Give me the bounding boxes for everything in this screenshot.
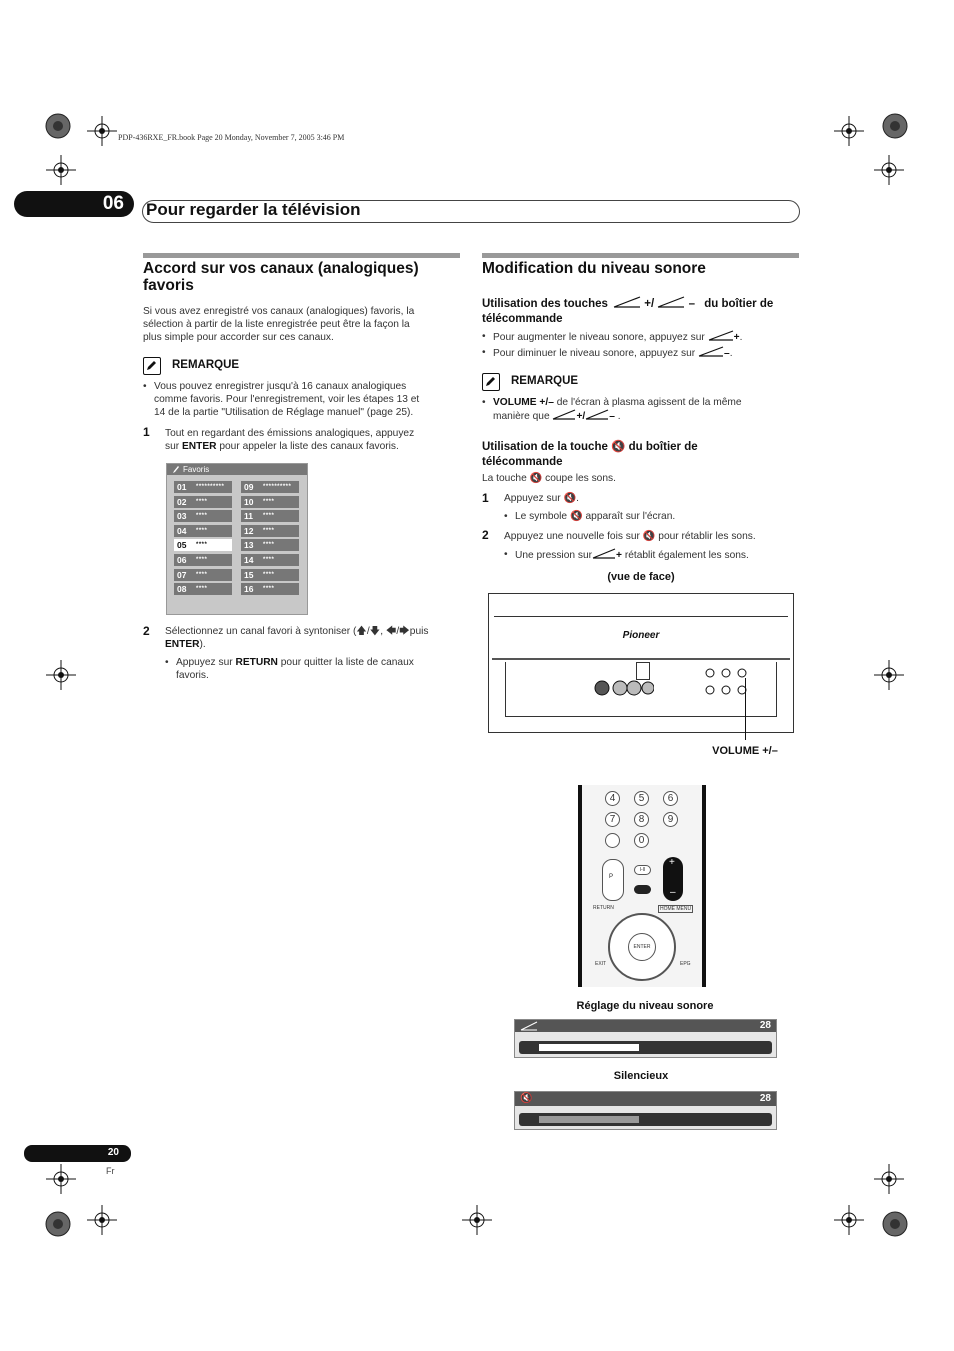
channel-number: 07 — [177, 569, 187, 580]
page-number: 20 — [24, 1145, 131, 1162]
sub1-post: du boîtier de — [704, 298, 774, 310]
pencil-icon — [172, 465, 180, 474]
section-rule-left — [143, 253, 460, 258]
s2-bullet-pre: Une pression sur — [515, 550, 593, 561]
note-bullet: • Vous pouvez enregistrer jusqu'à 16 canaux analogiques comme favoris. Pour l'enregistrement, voir les étapes 13 et 14 de la partie "Utilisation de Réglage manuel" (page 25). — [143, 380, 463, 419]
language-code: Fr — [106, 1166, 115, 1176]
note-line: Vous pouvez enregistrer jusqu'à 16 canaux analogiques — [154, 381, 407, 392]
subheading-volume-keys — [482, 296, 802, 327]
return-key-label: RETURN — [235, 657, 278, 668]
s1-bullet-pre: Le symbole — [515, 511, 568, 522]
favorites-row[interactable] — [241, 525, 299, 537]
channel-name: **** — [196, 542, 208, 549]
file-header: PDP-436RXE_FR.book Page 20 Monday, November 7, 2005 3:46 PM — [118, 133, 345, 142]
favorites-header — [167, 464, 307, 475]
step-2-end: ). — [199, 639, 206, 650]
osd-volume-caption: Réglage du niveau sonore — [576, 1000, 714, 1012]
favorites-row[interactable] — [241, 569, 299, 581]
s2-post: pour rétablir les sons. — [658, 531, 756, 542]
step-2-text — [165, 625, 465, 651]
channel-name: **** — [263, 557, 275, 563]
channel-number: 05 — [177, 540, 187, 551]
channel-name: **** — [196, 571, 208, 578]
channel-number: 09 — [244, 482, 254, 492]
volume-icon — [552, 409, 576, 420]
note-pencil-icon — [143, 357, 161, 375]
note-label: REMARQUE — [172, 359, 240, 371]
bullet-1-text: Pour augmenter le niveau sonore, appuyez sur — [493, 332, 705, 343]
channel-name: ********** — [196, 484, 225, 490]
note-label: REMARQUE — [511, 375, 579, 387]
remote-key-8: 8 — [634, 812, 649, 827]
channel-name: **** — [196, 513, 208, 520]
step-1-text — [165, 427, 465, 453]
mute-icon: 🔇 — [569, 511, 583, 522]
favorites-row[interactable] — [241, 510, 299, 522]
volume-icon — [657, 296, 685, 308]
favorites-row[interactable] — [174, 510, 232, 522]
favorites-row[interactable] — [174, 496, 232, 508]
end-dot: . — [729, 348, 733, 359]
p-label: P — [609, 874, 614, 880]
enter-key: ENTER — [628, 933, 656, 961]
plus-symbol: + — [616, 550, 622, 561]
osd-mute-fill — [539, 1116, 639, 1123]
mute-key — [634, 885, 651, 894]
crosshair-icon — [874, 660, 904, 690]
crosshair-icon — [834, 116, 864, 146]
mute-step-1 — [504, 492, 579, 505]
osd-mute-bar — [514, 1091, 777, 1130]
section-title-right: Modification du niveau sonore — [482, 260, 706, 277]
osd-volume-value: 28 — [759, 1020, 771, 1031]
volume-minus: – — [670, 887, 676, 898]
favorites-row[interactable] — [174, 583, 232, 595]
bullet-line-2: favoris. — [176, 670, 209, 681]
end-dot: . — [739, 332, 743, 343]
step-1-number: 1 — [143, 425, 150, 439]
favorites-row[interactable] — [241, 583, 299, 595]
mute-description — [482, 472, 616, 485]
remote-control-illustration — [578, 785, 706, 987]
favorites-row[interactable] — [174, 525, 232, 537]
minus-symbol: – — [724, 348, 730, 359]
note-line: comme favoris. Pour l'enregistrement, voir les étapes 13 et — [154, 394, 420, 405]
sub1-plus: +/ — [644, 298, 655, 310]
mute-icon: 🔇 — [520, 1093, 533, 1104]
bullet-2-text: Pour diminuer le niveau sonore, appuyez sur — [493, 348, 696, 359]
channel-number: 04 — [177, 525, 187, 536]
channel-name: ********** — [263, 484, 292, 490]
channel-number: 13 — [244, 540, 254, 551]
channel-number: 15 — [244, 569, 254, 580]
favorites-title: Favoris — [183, 465, 210, 474]
channel-name: **** — [263, 513, 275, 520]
note-line: 14 de la partie "Utilisation de Réglage manuel" (page 25). — [154, 407, 414, 418]
channel-name: **** — [263, 571, 275, 578]
crosshair-icon — [46, 660, 76, 690]
mute-icon: 🔇 — [529, 473, 543, 484]
channel-rocker — [602, 859, 624, 901]
chapter-title: Pour regarder la télévision — [146, 200, 361, 219]
volume-icon — [698, 346, 724, 357]
exit-label: EXIT — [595, 961, 607, 967]
remote-key-4: 4 — [605, 791, 620, 806]
mute-icon: 🔇 — [563, 493, 577, 504]
volume-rocker — [663, 857, 683, 901]
osd-volume-bar — [514, 1019, 777, 1058]
favorites-row[interactable] — [241, 496, 299, 508]
favorites-panel — [166, 463, 308, 615]
intro-line: sélection à partir de la liste enregistrée peut être la façon la — [143, 319, 410, 330]
step-2-number: 2 — [143, 624, 150, 638]
sub2-line-2: télécommande — [482, 456, 563, 468]
channel-number: 06 — [177, 555, 187, 565]
sub1-line-2: télécommande — [482, 313, 563, 325]
enter-key-label: ENTER — [165, 639, 200, 650]
channel-name: **** — [263, 527, 275, 534]
arrow-left-icon: 🡄 — [385, 626, 397, 637]
mute-icon: 🔇 — [642, 531, 656, 542]
minus-symbol: – — [609, 411, 615, 422]
bullet-pre: Appuyez sur — [176, 657, 236, 668]
registration-mark-bottom-left — [44, 1210, 72, 1238]
crosshair-icon — [87, 1205, 117, 1235]
return-label: RETURN — [593, 905, 614, 911]
favorites-row[interactable] — [174, 554, 232, 566]
intro-line: plus simple pour accorder sur ces canaux. — [143, 332, 334, 343]
arrow-right-icon: 🡆 — [399, 626, 410, 637]
av-input-jacks — [594, 678, 654, 702]
s1-bullet-post: apparaît sur l'écran. — [585, 511, 676, 522]
epg-label: EPG — [680, 961, 691, 967]
intro-paragraph — [143, 305, 463, 344]
plus-symbol: +/ — [576, 411, 586, 422]
mute-step-1-bullet: • Le symbole 🔇 apparaît sur l'écran. — [504, 511, 676, 522]
volume-label: VOLUME +/– — [712, 745, 778, 757]
desc-post: coupe les sons. — [545, 473, 616, 484]
subheading-mute-key — [482, 440, 802, 470]
s1-pre: Appuyez sur — [504, 493, 561, 504]
step-1-line: Tout en regardant des émissions analogiques, appuyez — [165, 428, 415, 439]
favorites-row[interactable] — [241, 554, 299, 566]
sub2-pre: Utilisation de la touche — [482, 441, 608, 453]
channel-name: **** — [263, 498, 275, 505]
crosshair-icon — [874, 1164, 904, 1194]
remote-key-5: 5 — [634, 791, 649, 806]
home-menu-label: HOME MENU — [660, 906, 692, 912]
channel-name: **** — [263, 542, 275, 549]
osd-mute-track — [519, 1113, 772, 1126]
channel-name: **** — [196, 527, 208, 534]
sub1-minus: – — [688, 298, 696, 310]
crosshair-icon — [46, 155, 76, 185]
end-dot: . — [576, 493, 580, 504]
favorites-row[interactable] — [241, 539, 299, 551]
mute-step-2-number: 2 — [482, 528, 489, 542]
remote-key-6: 6 — [663, 791, 678, 806]
section-title-left — [143, 260, 463, 294]
osd-mute-value: 28 — [759, 1093, 771, 1104]
mute-step-1-number: 1 — [482, 491, 489, 505]
channel-number: 01 — [177, 482, 187, 492]
favorites-row[interactable] — [174, 539, 232, 551]
crosshair-icon — [834, 1205, 864, 1235]
volume-callout-line — [745, 678, 746, 740]
arrow-up-icon: 🡅 — [356, 626, 367, 637]
plus-symbol: + — [733, 332, 740, 343]
channel-number: 10 — [244, 496, 254, 507]
volume-icon — [613, 296, 641, 308]
mute-step-2 — [504, 530, 756, 543]
remote-key-7: 7 — [605, 812, 620, 827]
chapter-number: 06 — [14, 191, 134, 217]
front-buttons — [702, 666, 762, 700]
front-panel-illustration — [488, 593, 794, 733]
step-1-post: pour appeler la liste des canaux favoris. — [216, 441, 399, 452]
note-bullet: • VOLUME +/– de l'écran à plasma agissent de la même manière que +/ – . — [482, 397, 742, 422]
remote-key-round — [605, 833, 620, 848]
intro-line: Si vous avez enregistré vos canaux (analogiques) favoris, la — [143, 306, 415, 317]
front-panel-controls — [505, 662, 777, 717]
i-ii-key: I-II — [634, 865, 651, 875]
channel-number: 03 — [177, 511, 187, 522]
osd-volume-fill — [539, 1044, 639, 1051]
note-line-2: manière que — [493, 411, 550, 422]
channel-number: 08 — [177, 584, 187, 595]
s2-pre: Appuyez une nouvelle fois sur — [504, 531, 640, 542]
volume-icon — [520, 1021, 538, 1031]
puis-text: puis — [409, 626, 429, 637]
osd-mute-caption: Silencieux — [613, 1070, 669, 1082]
crosshair-icon — [874, 155, 904, 185]
end-dot: . — [617, 411, 621, 422]
separator: , — [380, 626, 386, 637]
navigation-dpad — [608, 913, 676, 981]
title-line-2: favoris — [143, 277, 194, 294]
registration-mark-top-left — [44, 112, 72, 140]
mute-icon: 🔇 — [611, 441, 626, 453]
sub1-pre: Utilisation des touches — [482, 298, 608, 310]
remote-key-0: 0 — [634, 833, 649, 848]
front-view-caption: (vue de face) — [607, 571, 675, 583]
pioneer-logo: Pioneer — [622, 630, 660, 641]
channel-name: **** — [196, 557, 208, 563]
crosshair-icon — [87, 116, 117, 146]
desc-pre: La touche — [482, 473, 527, 484]
step-2-bullet: • Appuyez sur RETURN pour quitter la liste de canaux favoris. — [165, 656, 465, 682]
channel-name: **** — [196, 498, 208, 505]
channel-number: 12 — [244, 525, 254, 536]
channel-number: 02 — [177, 496, 187, 507]
volume-bullets: • Pour augmenter le niveau sonore, appuyez sur +. • Pour diminuer le niveau sonore, appuyez sur –. — [482, 331, 743, 359]
registration-mark-top-right — [881, 112, 909, 140]
channel-name: **** — [196, 586, 208, 593]
volume-icon — [592, 548, 616, 559]
sub2-post: du boîtier de — [628, 441, 698, 453]
arrow-down-icon: 🡇 — [369, 626, 381, 637]
mute-step-2-bullet: • Une pression sur + rétablit également les sons. — [504, 549, 749, 561]
channel-number: 14 — [244, 555, 254, 565]
volume-key-label: VOLUME +/– — [493, 397, 554, 408]
title-line-1: Accord sur vos canaux (analogiques) — [143, 260, 419, 277]
enter-key-label: ENTER — [181, 441, 217, 452]
note-pencil-icon — [482, 373, 500, 391]
s2-bullet-post: rétablit également les sons. — [624, 550, 749, 561]
favorites-row[interactable] — [174, 481, 232, 493]
osd-volume-track — [519, 1041, 772, 1054]
channel-name: **** — [263, 586, 275, 593]
separator: / — [396, 626, 400, 637]
section-rule-right — [482, 253, 799, 258]
step-2-pre: Sélectionnez un canal favori à syntoniser ( — [165, 626, 357, 637]
registration-mark-bottom-right — [881, 1210, 909, 1238]
crosshair-icon — [462, 1205, 492, 1235]
note-line-1: de l'écran à plasma agissent de la même — [553, 397, 742, 408]
favorites-row[interactable] — [241, 481, 299, 493]
favorites-row[interactable] — [174, 569, 232, 581]
crosshair-icon — [46, 1164, 76, 1194]
channel-number: 16 — [244, 584, 254, 595]
volume-icon — [708, 330, 734, 341]
remote-key-9: 9 — [663, 812, 678, 827]
volume-plus: + — [669, 857, 675, 868]
separator: / — [366, 626, 370, 637]
volume-icon — [585, 409, 609, 420]
step-1-pre: sur — [165, 441, 182, 452]
bullet-post: pour quitter la liste de canaux — [277, 657, 414, 668]
channel-number: 11 — [244, 511, 253, 522]
